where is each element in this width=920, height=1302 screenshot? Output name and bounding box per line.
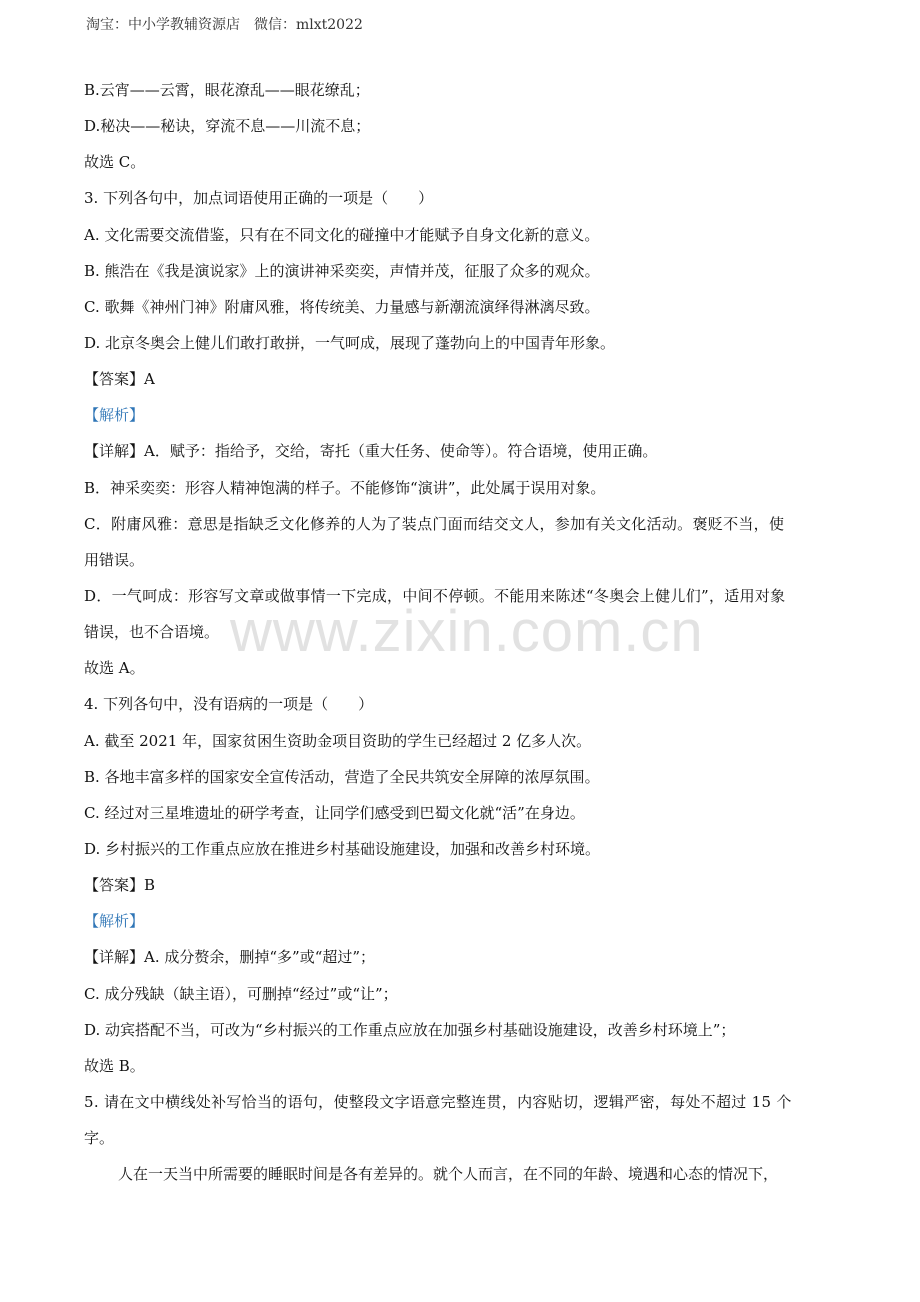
explanation-line: 用错误。 bbox=[84, 551, 145, 569]
text-line: 故选 C。 bbox=[84, 153, 146, 171]
analysis-label: 【解析】 bbox=[84, 406, 145, 424]
explanation-line: C. 成分残缺（缺主语），可删掉“经过”或“让”； bbox=[84, 985, 398, 1003]
explanation-line: 错误，也不合语境。 bbox=[84, 623, 220, 641]
page-header: 淘宝：中小学教辅资源店 微信：mlxt2022 bbox=[86, 17, 363, 33]
text-line: 故选 B。 bbox=[84, 1057, 145, 1075]
question-4-stem: 4. 下列各句中，没有语病的一项是（ ） bbox=[84, 695, 374, 713]
answer-label: 【答案】B bbox=[84, 876, 156, 894]
text-line: B.云宵——云霄，眼花潦乱——眼花缭乱； bbox=[84, 81, 370, 99]
option-d: D. 北京冬奥会上健儿们敢打敢拼，一气呵成，展现了蓬勃向上的中国青年形象。 bbox=[84, 334, 616, 352]
answer-label: 【答案】A bbox=[84, 370, 155, 388]
question-5-stem: 5. 请在文中横线处补写恰当的语句，使整段文字语意完整连贯，内容贴切，逻辑严密，每处不超过 15 个 bbox=[84, 1093, 792, 1111]
option-c: C. 经过对三星堆遗址的研学考查，让同学们感受到巴蜀文化就“活”在身边。 bbox=[84, 804, 585, 822]
option-a: A. 文化需要交流借鉴，只有在不同文化的碰撞中才能赋予自身文化新的意义。 bbox=[84, 226, 600, 244]
passage-line: 人在一天当中所需要的睡眠时间是各有差异的。就个人而言，在不同的年龄、境遇和心态的情况下， bbox=[118, 1165, 779, 1183]
option-d: D. 乡村振兴的工作重点应放在推进乡村基础设施建设，加强和改善乡村环境。 bbox=[84, 840, 601, 858]
text-line: 故选 A。 bbox=[84, 659, 145, 677]
explanation-line: C．附庸风雅：意思是指缺乏文化修养的人为了装点门面而结交文人，参加有关文化活动。褒贬不当，使 bbox=[84, 515, 785, 533]
text-line: D.秘决——秘诀，穿流不息——川流不息； bbox=[84, 117, 371, 135]
option-b: B. 各地丰富多样的国家安全宣传活动，营造了全民共筑安全屏障的浓厚氛围。 bbox=[84, 768, 600, 786]
explanation-line: D．一气呵成：形容写文章或做事情一下完成，中间不停顿。不能用来陈述“冬奥会上健儿们”，适用对象 bbox=[84, 587, 786, 605]
analysis-label: 【解析】 bbox=[84, 912, 145, 930]
explanation-line: D. 动宾搭配不当，可改为“乡村振兴的工作重点应放在加强乡村基础设施建设，改善乡村环境上”； bbox=[84, 1021, 736, 1039]
question-3-stem: 3. 下列各句中，加点词语使用正确的一项是（ ） bbox=[84, 189, 434, 207]
explanation-line: 【详解】A. 成分赘余，删掉“多”或“超过”； bbox=[84, 948, 376, 966]
option-a: A. 截至 2021 年，国家贫困生资助金项目资助的学生已经超过 2 亿多人次。 bbox=[84, 732, 592, 750]
text-line: 字。 bbox=[84, 1129, 115, 1147]
option-b: B. 熊浩在《我是演说家》上的演讲神采奕奕，声情并茂，征服了众多的观众。 bbox=[84, 262, 600, 280]
option-c: C. 歌舞《神州门神》附庸风雅，将传统美、力量感与新潮流演绎得淋漓尽致。 bbox=[84, 298, 600, 316]
explanation-line: B．神采奕奕：形容人精神饱满的样子。不能修饰“演讲”，此处属于误用对象。 bbox=[84, 479, 606, 497]
explanation-line: 【详解】A．赋予：指给予，交给，寄托（重大任务、使命等）。符合语境，使用正确。 bbox=[84, 442, 658, 460]
watermark: www.zixin.com.cn bbox=[230, 599, 704, 664]
